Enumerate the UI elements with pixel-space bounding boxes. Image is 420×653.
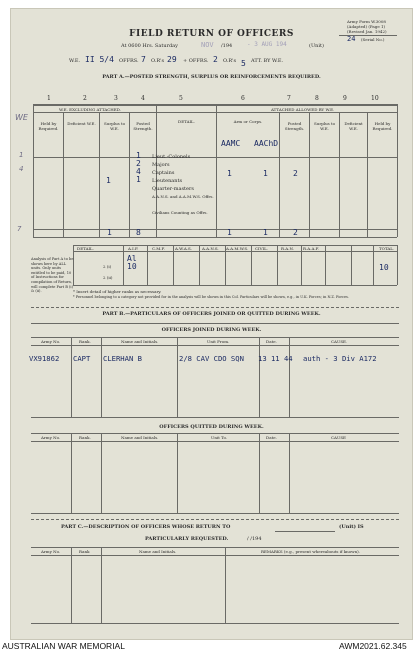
- total-value: 2: [293, 228, 298, 237]
- posted2-value: 2: [293, 169, 298, 178]
- table-rule: [251, 245, 252, 285]
- table-rule: [33, 104, 397, 106]
- joined-header: Army No.: [41, 339, 61, 344]
- col-number: 3: [114, 95, 118, 102]
- table-rule: [259, 337, 260, 417]
- form-title: FIELD RETURN OF OFFICERS: [129, 29, 294, 39]
- form-sheet: [10, 8, 413, 640]
- analysis-header: C.M.F.: [152, 246, 165, 251]
- joined-header: Rank.: [79, 339, 91, 344]
- unit-label: (Unit): [309, 43, 324, 49]
- arm-value: 1: [263, 169, 268, 178]
- table-rule: [397, 245, 398, 285]
- detail-item: Civilians Counting as Offrs.: [152, 210, 208, 215]
- offrs-value: 7: [141, 55, 146, 64]
- joined-header: CAUSE.: [331, 339, 348, 344]
- joined-header: Unit From.: [207, 339, 230, 344]
- year-label: /194: [221, 43, 233, 49]
- detail-item: A.A.N.S. and A.A.M.W.S. Offrs.: [152, 194, 214, 199]
- table-rule: [31, 513, 399, 514]
- table-rule: [31, 345, 399, 346]
- quitted-header: Rank.: [79, 435, 91, 440]
- plus-offrs-value: 2: [213, 55, 218, 64]
- margin-note: 4: [19, 165, 24, 173]
- detail-item: Captains: [152, 170, 175, 176]
- analysis-header: A.A.N.S.: [202, 246, 219, 251]
- plus-offrs-label: + OFFRS.: [183, 58, 209, 64]
- table-rule: [31, 441, 399, 442]
- we-value: II 5/4: [85, 55, 114, 64]
- we-label: W.E.: [69, 58, 81, 64]
- table-rule: [33, 229, 397, 230]
- joined-header: Date.: [266, 339, 277, 344]
- quitted-header: CAUSE: [331, 435, 346, 440]
- col-header: Posted Strength.: [284, 121, 305, 131]
- col-header: Surplus to W.E.: [104, 121, 125, 131]
- table-rule: [31, 323, 399, 324]
- detail-item: Lieut.-Colonels: [152, 154, 191, 160]
- part-c-header: Rank: [79, 549, 90, 554]
- posted-value: 1: [136, 151, 141, 160]
- col-number: 7: [287, 95, 291, 102]
- table-rule: [147, 245, 148, 285]
- footnote: * Personnel belonging to a category not provided for in the analysis will be shown in this Col. Particulars will be shown, e.g., in U.K. Forces; in N.Z. Forces.: [73, 295, 349, 299]
- table-rule: [301, 245, 302, 285]
- table-rule: [225, 547, 226, 623]
- analysis-row-label: 2 (ii): [103, 275, 113, 280]
- table-rule: [33, 237, 397, 238]
- analysis-header: A.A.M.W.S.: [226, 246, 249, 251]
- col-number: 2: [83, 95, 87, 102]
- margin-note: 7: [17, 225, 22, 233]
- date-stamp: NOV: [201, 41, 214, 49]
- unit-blank-line: [275, 531, 335, 532]
- col-header: Arm or Corps.: [233, 119, 263, 124]
- col-header: Posted Strength.: [133, 121, 153, 131]
- footer-id: AWM2021.62.345: [339, 641, 407, 651]
- analysis-header: A.I.F.: [128, 246, 139, 251]
- analysis-header: CIVIL.: [255, 246, 269, 251]
- serial-number: 24: [347, 35, 356, 43]
- table-rule: [63, 112, 64, 237]
- part-c-header: REMARKS (e.g., present whereabouts if known).: [261, 549, 360, 554]
- table-rule: [177, 337, 178, 417]
- serial-label: (Serial No.): [361, 37, 385, 42]
- joined-cell: 2/8 CAV CDO SQN: [179, 354, 244, 363]
- posted-value: 1: [136, 175, 141, 184]
- joined-cell: 13 11 44: [258, 354, 293, 363]
- table-rule: [259, 433, 260, 513]
- footnote: * Insert detail of higher ranks as necessary.: [73, 289, 162, 294]
- date-line-label: At 0600 Hrs. Saturday: [121, 43, 178, 49]
- table-rule: [289, 433, 290, 513]
- table-rule: [71, 433, 72, 513]
- joined-cell: VX91862: [29, 354, 60, 363]
- col-header: DETAIL.: [178, 119, 195, 124]
- table-rule: [289, 337, 290, 417]
- detail-item: Quarter-masters: [152, 186, 194, 192]
- table-rule: [373, 245, 374, 285]
- divider: [31, 519, 399, 520]
- total-value: 8: [136, 228, 141, 237]
- part-a-heading: PART A.—POSTED STRENGTH, SURPLUS OR REINFORCEMENTS REQUIRED.: [102, 74, 321, 80]
- surplus-value: 1: [106, 176, 111, 185]
- detail-item: Majors: [152, 162, 170, 168]
- att-value: 5: [241, 59, 246, 68]
- col-number: 10: [371, 95, 379, 102]
- table-rule: [325, 245, 326, 285]
- particularly-label: PARTICULARLY REQUESTED.: [145, 536, 229, 542]
- col-header: Deficient W.E.: [67, 121, 96, 126]
- date-blank: / /194: [247, 536, 262, 542]
- total-value: 1: [263, 228, 268, 237]
- table-rule: [31, 433, 399, 434]
- ors-value: 29: [167, 55, 177, 64]
- quitted-header: Army No.: [41, 435, 61, 440]
- att-group-header: ATTACHED ALLOWED BY W.E.: [271, 107, 335, 112]
- date-stamp-2: - 3 AUG 194: [247, 41, 287, 48]
- part-c-header: Army No.: [41, 549, 61, 554]
- table-rule: [73, 285, 397, 286]
- divider: [31, 307, 399, 308]
- table-rule: [33, 157, 397, 158]
- table-rule: [101, 547, 102, 623]
- table-rule: [177, 433, 178, 513]
- footer-source: AUSTRALIAN WAR MEMORIAL: [2, 641, 125, 651]
- analysis-value: Al: [127, 254, 137, 263]
- posted-value: 4: [136, 167, 141, 176]
- table-rule: [71, 547, 72, 623]
- table-rule: [225, 245, 226, 285]
- analysis-value: 10: [127, 262, 137, 271]
- col-number: 4: [141, 95, 145, 102]
- analysis-row-label: 2 (i): [103, 264, 112, 269]
- table-rule: [277, 245, 278, 285]
- form-ref-line: (Adapted) (Page 1): [347, 24, 386, 29]
- col-header: Held by Required.: [38, 121, 59, 131]
- total-value: 1: [227, 228, 232, 237]
- ors-label: O.R's: [151, 58, 165, 64]
- col-header: Surplus to W.E.: [314, 121, 335, 131]
- margin-note: 1: [19, 151, 24, 159]
- table-rule: [397, 104, 398, 237]
- joined-heading: OFFICERS JOINED DURING WEEK.: [161, 327, 262, 333]
- quitted-header: Unit To.: [211, 435, 228, 440]
- analysis-header: A.W.A.S.: [175, 246, 192, 251]
- col-number: 9: [343, 95, 347, 102]
- analysis-header: TOTAL.: [379, 246, 395, 251]
- offrs-label: OFFRS.: [119, 58, 139, 64]
- table-rule: [31, 417, 399, 418]
- arm-value: 1: [227, 169, 232, 178]
- col-number: 1: [47, 95, 51, 102]
- part-c-heading: PART C.—DESCRIPTION OF OFFICERS WHOSE RETURN TO: [61, 524, 231, 530]
- form-ref-line: (Revised Jan. 1942): [347, 29, 387, 34]
- col-number: 6: [241, 95, 245, 102]
- posted-value: 2: [136, 159, 141, 168]
- arm-corps: AAChD: [254, 139, 279, 148]
- col-number: 5: [179, 95, 183, 102]
- table-rule: [351, 245, 352, 285]
- quitted-header: Name and Initials.: [121, 435, 159, 440]
- analysis-note: Analysis of Part A to be shown here by ALL units. Only units entitled to be paid, 10 of Instructions for compilation of Return, will complete Part B (i) & (ii).: [31, 257, 74, 294]
- table-rule: [31, 337, 399, 338]
- analysis-header: R.A.A.F.: [303, 246, 320, 251]
- quitted-heading: OFFICERS QUITTED DURING WEEK.: [159, 424, 264, 430]
- analysis-header: DETAIL.: [77, 246, 94, 251]
- analysis-total: 10: [379, 263, 389, 272]
- table-rule: [101, 433, 102, 513]
- table-rule: [73, 251, 397, 252]
- form-ref-line: Army Form W.3008: [347, 19, 386, 24]
- posted-values: [136, 152, 141, 184]
- table-rule: [31, 555, 399, 556]
- quitted-header: Date.: [266, 435, 277, 440]
- table-rule: [31, 547, 399, 548]
- col-number: 8: [315, 95, 319, 102]
- col-header: Deficient W.E.: [344, 121, 363, 131]
- att-label: ATT. BY W.E.: [251, 58, 284, 64]
- total-value: 1: [107, 228, 112, 237]
- table-rule: [101, 337, 102, 417]
- part-b-heading: PART B.—PARTICULARS OF OFFICERS JOINED OR QUITTED DURING WEEK.: [102, 311, 321, 317]
- ors2-label: O.R's: [223, 58, 237, 64]
- margin-note: WE: [15, 113, 28, 122]
- footer-bar: [0, 640, 420, 653]
- detail-item: Lieutenants: [152, 178, 183, 184]
- joined-header: Name and Initials.: [121, 339, 159, 344]
- table-rule: [33, 112, 397, 113]
- arm-corps: AAMC: [221, 139, 241, 148]
- table-rule: [173, 245, 174, 285]
- joined-cell: CLERHAN B: [103, 354, 142, 363]
- joined-cell: auth - 3 Div A172: [303, 354, 377, 363]
- detail-list: [152, 153, 194, 193]
- col-header: Held by Required.: [372, 121, 393, 131]
- we-group-header: W.E. EXCLUDING ATTACHED.: [59, 107, 122, 112]
- part-c-header: Name and Initials.: [139, 549, 177, 554]
- joined-cell: CAPT: [73, 354, 91, 363]
- table-rule: [123, 245, 124, 285]
- analysis-header: R.A.N.: [281, 246, 294, 251]
- table-rule: [71, 337, 72, 417]
- analysis-aif: [127, 255, 137, 271]
- unit-is-label: (Unit) IS: [339, 524, 364, 530]
- table-rule: [31, 623, 399, 624]
- table-rule: [199, 245, 200, 285]
